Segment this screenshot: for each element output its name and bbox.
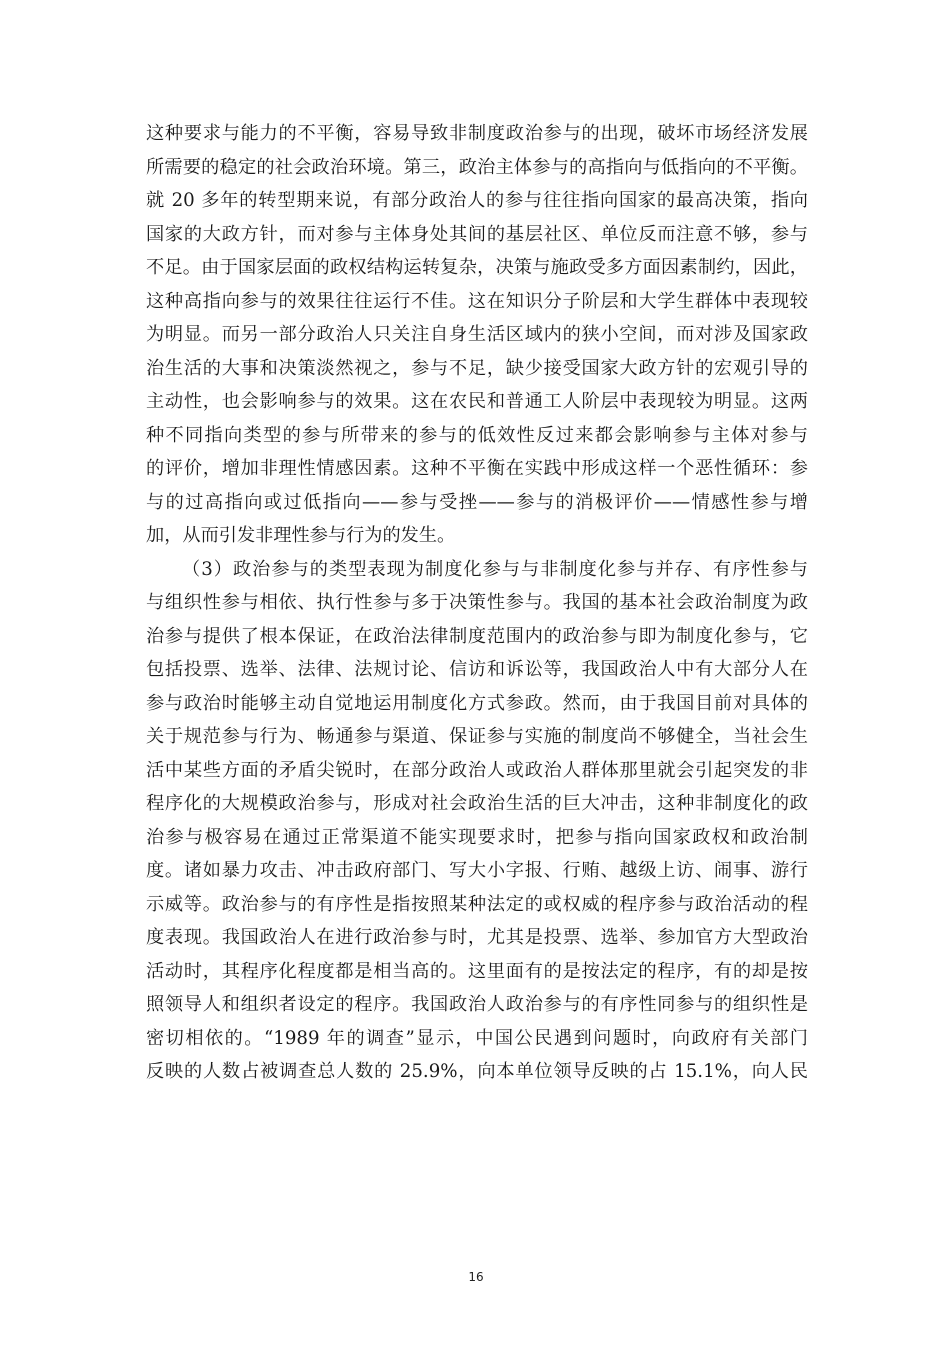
text-line: 就 20 多年的转型期来说，有部分政治人的参与往往指向国家的最高决策，指向: [146, 190, 808, 211]
text-line: 与组织性参与相依、执行性参与多于决策性参与。我国的基本社会政治制度为政: [146, 592, 808, 613]
text-line: 治参与提供了根本保证，在政治法律制度范围内的政治参与即为制度化参与，它: [146, 625, 808, 647]
text-line: 为明显。而另一部分政治人只关注自身生活区域内的狭小空间，而对涉及国家政: [146, 324, 808, 345]
paragraph-start-line: （3）政治参与的类型表现为制度化参与与非制度化参与并存、有序性参与: [182, 558, 808, 580]
text-line: 示威等。政治参与的有序性是指按照某种法定的或权威的程序参与政治活动的程: [146, 893, 808, 915]
text-line: 所需要的稳定的社会政治环境。第三，政治主体参与的高指向与低指向的不平衡。: [146, 156, 808, 178]
text-line: 这种高指向参与的效果往往运行不佳。这在知识分子阶层和大学生群体中表现较: [146, 290, 808, 312]
text-line: 不足。由于国家层面的政权结构运转复杂，决策与施政受多方面因素制约，因此，: [146, 257, 808, 278]
text-line: 治生活的大事和决策淡然视之，参与不足，缺少接受国家大政方针的宏观引导的: [146, 357, 808, 379]
paragraph-end-line: 加，从而引发非理性参与行为的发生。: [146, 525, 456, 546]
text-line: 程序化的大规模政治参与，形成对社会政治生活的巨大冲击，这种非制度化的政: [146, 793, 808, 814]
text-line: 这种要求与能力的不平衡，容易导致非制度政治参与的出现，破坏市场经济发展: [146, 123, 808, 144]
text-line: 密切相依的。“1989 年的调查”显示，中国公民遇到问题时，向政府有关部门: [146, 1027, 808, 1049]
text-line: 参与政治时能够主动自觉地运用制度化方式参政。然而，由于我国目前对具体的: [146, 692, 808, 714]
text-line: 活中某些方面的矛盾尖锐时，在部分政治人或政治人群体那里就会引起突发的非: [146, 759, 808, 781]
text-line: 度。诸如暴力攻击、冲击政府部门、写大小字报、行贿、越级上访、闹事、游行: [146, 860, 808, 881]
text-line: 反映的人数占被调查总人数的 25.9%，向本单位领导反映的占 15.1%，向人民: [146, 1061, 808, 1082]
text-line: 主动性，也会影响参与的效果。这在农民和普通工人阶层中表现较为明显。这两: [146, 391, 808, 412]
text-line: 包括投票、选举、法律、法规讨论、信访和诉讼等，我国政治人中有大部分人在: [146, 659, 808, 680]
text-line: 度表现。我国政治人在进行政治参与时，尤其是投票、选举、参加官方大型政治: [146, 927, 808, 948]
text-line: 治参与极容易在通过正常渠道不能实现要求时，把参与指向国家政权和政治制: [146, 826, 808, 848]
text-line: 种不同指向类型的参与所带来的参与的低效性反过来都会影响参与主体对参与: [146, 424, 808, 446]
text-line: 的评价，增加非理性情感因素。这种不平衡在实践中形成这样一个恶性循环：参: [146, 458, 808, 479]
text-line: 与的过高指向或过低指向——参与受挫——参与的消极评价——情感性参与增: [146, 491, 808, 513]
text-line: 国家的大政方针，而对参与主体身处其间的基层社区、单位反而注意不够，参与: [146, 223, 808, 245]
page-number: 16: [468, 1270, 484, 1284]
text-line: 活动时，其程序化程度都是相当高的。这里面有的是按法定的程序，有的却是按: [146, 960, 808, 982]
text-line: 关于规范参与行为、畅通参与渠道、保证参与实施的制度尚不够健全，当社会生: [146, 726, 808, 747]
body-text: [146, 117, 808, 1089]
text-line: 照领导人和组织者设定的程序。我国政治人政治参与的有序性同参与的组织性是: [146, 994, 808, 1015]
